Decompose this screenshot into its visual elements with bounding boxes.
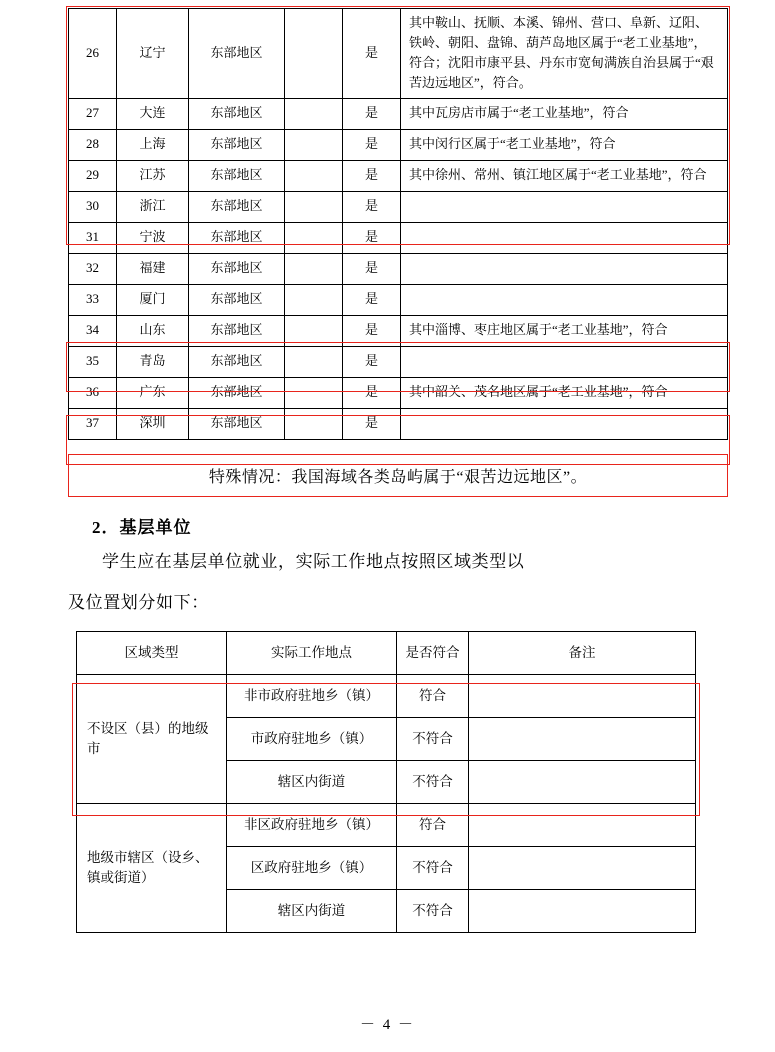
table-row <box>69 253 728 284</box>
cell-note <box>401 346 728 377</box>
cell-work-location: 非区政府驻地乡（镇） <box>227 803 397 846</box>
cell-area-type: 东部地区 <box>189 129 285 160</box>
column-header-remark: 备注 <box>469 631 696 674</box>
cell-num: 32 <box>69 253 117 284</box>
cell-num: 27 <box>69 98 117 129</box>
cell-note <box>401 284 728 315</box>
cell-flag-b: 是 <box>343 284 401 315</box>
cell-num: 37 <box>69 408 117 439</box>
cell-flag-b: 是 <box>343 346 401 377</box>
cell-region: 山东 <box>117 315 189 346</box>
section-paragraph-1: 学生应在基层单位就业，实际工作地点按照区域类型以 <box>102 551 525 571</box>
table-row <box>69 129 728 160</box>
cell-flag-a <box>285 160 343 191</box>
cell-flag-a <box>285 253 343 284</box>
cell-flag-a <box>285 9 343 99</box>
cell-num: 31 <box>69 222 117 253</box>
column-header-work-location: 实际工作地点 <box>227 631 397 674</box>
cell-area-type: 东部地区 <box>189 98 285 129</box>
cell-note: 其中韶关、茂名地区属于“老工业基地”，符合 <box>401 377 728 408</box>
cell-num: 29 <box>69 160 117 191</box>
section-paragraph-2: 及位置划分如下： <box>68 593 209 613</box>
cell-remark <box>469 674 696 717</box>
cell-area-type: 东部地区 <box>189 222 285 253</box>
cell-flag-a <box>285 129 343 160</box>
table-row <box>77 803 696 846</box>
cell-region: 青岛 <box>117 346 189 377</box>
region-table-wrapper <box>68 8 727 440</box>
special-note-text: 特殊情况：我国海域各类岛屿属于“艰苦边远地区”。 <box>208 468 588 486</box>
cell-work-location: 辖区内街道 <box>227 889 397 932</box>
cell-flag-a <box>285 98 343 129</box>
cell-flag-a <box>285 377 343 408</box>
cell-area-type: 不设区（县）的地级市 <box>77 674 227 803</box>
table-row <box>69 222 728 253</box>
special-note-box <box>68 454 728 497</box>
cell-work-location: 市政府驻地乡（镇） <box>227 717 397 760</box>
cell-area-type: 东部地区 <box>189 9 285 99</box>
cell-num: 30 <box>69 191 117 222</box>
cell-note: 其中淄博、枣庄地区属于“老工业基地”，符合 <box>401 315 728 346</box>
unit-table-wrapper <box>68 631 727 933</box>
table-row <box>77 674 696 717</box>
cell-flag-b: 是 <box>343 377 401 408</box>
table-row <box>69 98 728 129</box>
cell-flag-a <box>285 222 343 253</box>
cell-region: 辽宁 <box>117 9 189 99</box>
cell-note <box>401 408 728 439</box>
cell-area-type: 东部地区 <box>189 377 285 408</box>
cell-area-type: 东部地区 <box>189 191 285 222</box>
cell-flag-b: 是 <box>343 315 401 346</box>
cell-note: 其中徐州、常州、镇江地区属于“老工业基地”，符合 <box>401 160 728 191</box>
cell-region: 厦门 <box>117 284 189 315</box>
cell-remark <box>469 803 696 846</box>
table-row <box>69 160 728 191</box>
cell-area-type: 东部地区 <box>189 408 285 439</box>
cell-flag-b: 是 <box>343 191 401 222</box>
table-row <box>69 408 728 439</box>
column-header-qualifies: 是否符合 <box>397 631 469 674</box>
cell-note <box>401 191 728 222</box>
cell-area-type: 东部地区 <box>189 315 285 346</box>
cell-remark <box>469 717 696 760</box>
cell-num: 36 <box>69 377 117 408</box>
cell-area-type: 东部地区 <box>189 160 285 191</box>
cell-note: 其中瓦房店市属于“老工业基地”，符合 <box>401 98 728 129</box>
cell-region: 深圳 <box>117 408 189 439</box>
cell-note <box>401 222 728 253</box>
cell-region: 广东 <box>117 377 189 408</box>
cell-work-location: 非市政府驻地乡（镇） <box>227 674 397 717</box>
cell-qualifies: 不符合 <box>397 889 469 932</box>
cell-area-type: 地级市辖区（设乡、镇或街道） <box>77 803 227 932</box>
table-row <box>69 191 728 222</box>
cell-qualifies: 不符合 <box>397 717 469 760</box>
cell-qualifies: 符合 <box>397 803 469 846</box>
cell-flag-a <box>285 191 343 222</box>
cell-remark <box>469 760 696 803</box>
cell-flag-a <box>285 315 343 346</box>
cell-work-location: 辖区内街道 <box>227 760 397 803</box>
page-footer: － 4 － <box>359 1017 415 1033</box>
table-row <box>69 377 728 408</box>
cell-flag-b: 是 <box>343 222 401 253</box>
cell-area-type: 东部地区 <box>189 346 285 377</box>
cell-region: 福建 <box>117 253 189 284</box>
cell-flag-a <box>285 408 343 439</box>
cell-flag-b: 是 <box>343 408 401 439</box>
cell-note: 其中鞍山、抚顺、本溪、锦州、营口、阜新、辽阳、铁岭、朝阳、盘锦、葫芦岛地区属于“老工业基地”，符合；沈阳市康平县、丹东市宽甸满族自治县属于“艰苦边远地区”，符合。 <box>401 9 728 99</box>
cell-qualifies: 符合 <box>397 674 469 717</box>
cell-region: 宁波 <box>117 222 189 253</box>
cell-remark <box>469 889 696 932</box>
cell-num: 35 <box>69 346 117 377</box>
cell-area-type: 东部地区 <box>189 253 285 284</box>
table-header-row <box>77 631 696 674</box>
cell-num: 33 <box>69 284 117 315</box>
cell-work-location: 区政府驻地乡（镇） <box>227 846 397 889</box>
cell-num: 26 <box>69 9 117 99</box>
table-row <box>69 284 728 315</box>
cell-flag-b: 是 <box>343 98 401 129</box>
table-row <box>69 346 728 377</box>
table-row <box>69 315 728 346</box>
cell-qualifies: 不符合 <box>397 760 469 803</box>
cell-remark <box>469 846 696 889</box>
cell-flag-b: 是 <box>343 9 401 99</box>
cell-num: 28 <box>69 129 117 160</box>
column-header-area-type: 区域类型 <box>77 631 227 674</box>
cell-region: 大连 <box>117 98 189 129</box>
region-table <box>68 8 728 440</box>
cell-flag-b: 是 <box>343 129 401 160</box>
table-row <box>69 9 728 99</box>
cell-qualifies: 不符合 <box>397 846 469 889</box>
cell-flag-a <box>285 346 343 377</box>
cell-flag-b: 是 <box>343 253 401 284</box>
cell-num: 34 <box>69 315 117 346</box>
cell-region: 浙江 <box>117 191 189 222</box>
cell-note: 其中闵行区属于“老工业基地”，符合 <box>401 129 728 160</box>
unit-table <box>76 631 696 933</box>
cell-flag-b: 是 <box>343 160 401 191</box>
cell-note <box>401 253 728 284</box>
cell-flag-a <box>285 284 343 315</box>
cell-area-type: 东部地区 <box>189 284 285 315</box>
cell-region: 上海 <box>117 129 189 160</box>
section-heading: 2．基层单位 <box>92 517 192 537</box>
cell-region: 江苏 <box>117 160 189 191</box>
